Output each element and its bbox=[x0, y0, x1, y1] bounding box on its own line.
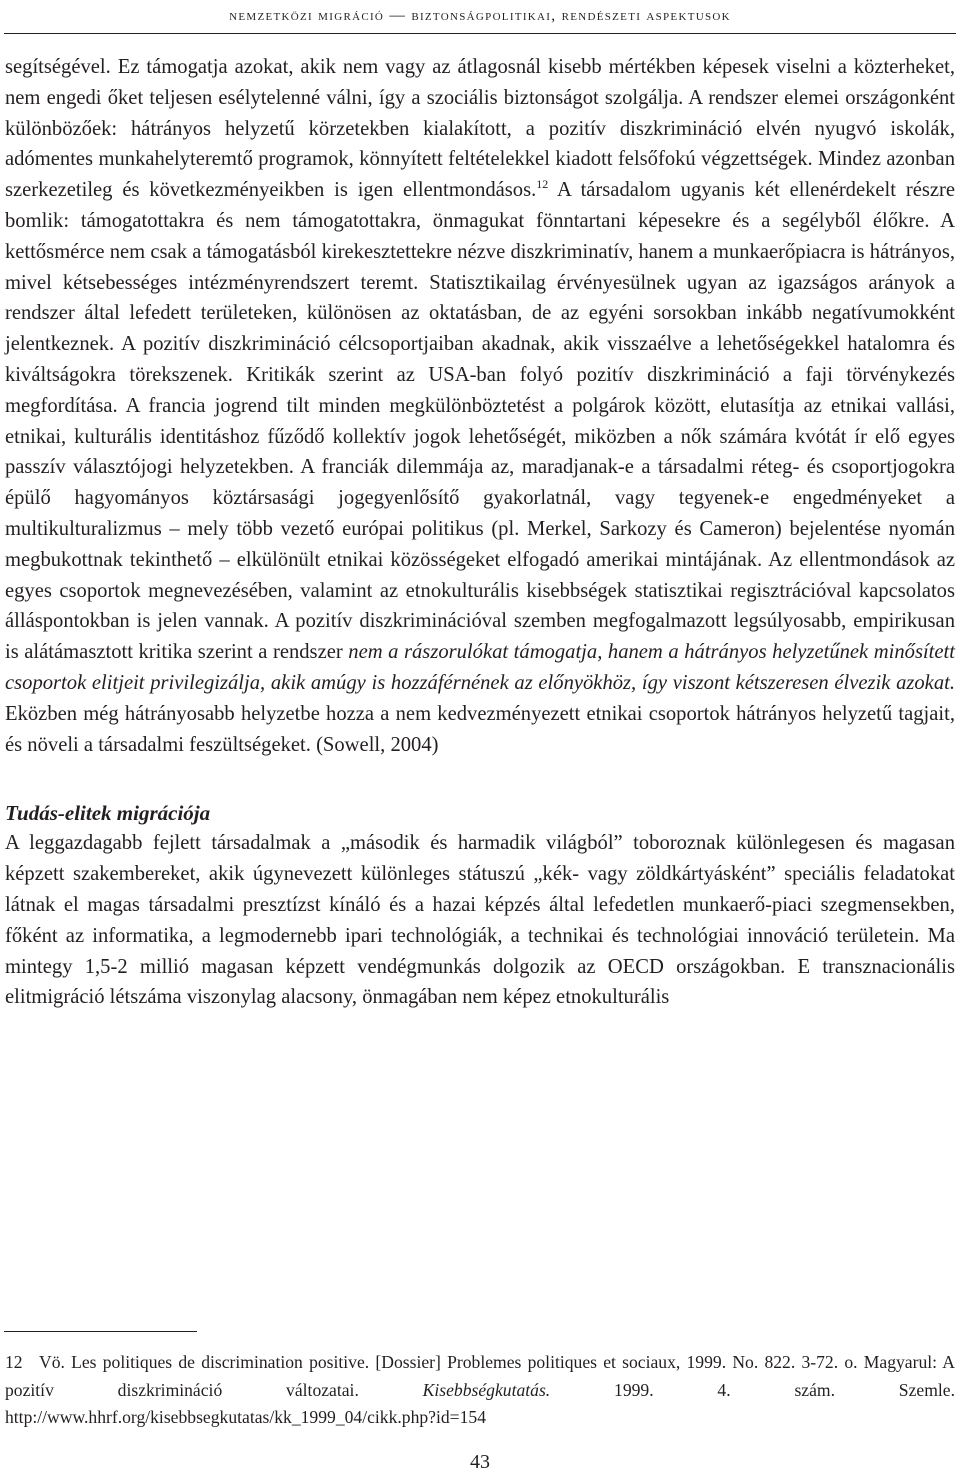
header-rule bbox=[4, 33, 956, 34]
page-number: 43 bbox=[470, 1451, 490, 1473]
footnote-text: Vö. Les politiques de discrimination positive. [Dossier] Problemes politiques et sociaux, 1999. No. 822. 3-72. o. Magyarul: A pozitív diszkrimináció változatai. bbox=[5, 1352, 955, 1400]
footnote-text: 1999. 4. szám. Szemle. http://www.hhrf.org/kisebbsegkutatas/kk_1999_04/cikk.php?id=154 bbox=[5, 1379, 955, 1427]
body-paragraph-2: A leggazdagabb fejlett társadalmak a „második és harmadik világból” toboroznak különlegesen és magasan képzett szakembereket, akik úgynevezett különleges státuszú „kék- vagy zöldkártyásként” speciális feladatokat látnak el magas társadalmi presztízst kínáló és a hazai képzés által lefedetlen munkaerő-piaci szegmensekben, főként az informatika, a legmodernebb ipari technológiák, a technikai és technológiai innováció területein. Ma mintegy 1,5-2 millió magasan képzett vendégmunkás dolgozik az OECD országokban. E transznacionális elitmigráció létszáma viszonylag alacsony, önmagában nem képez etnokulturális bbox=[5, 832, 955, 1009]
italic-quote: nem a rászorulókat támogatja, hanem a hátrányos helyzetűnek minősített csoportok elitjeit privilegizálja, akik amúgy is hozzáférnének az előnyökhöz, így viszont kétszeresen élvezik azokat. bbox=[5, 641, 955, 694]
paragraph-text: segítségével. Ez támogatja azokat, akik nem vagy az átlagosnál kisebb mértékben képesek viselni a közterheket, nem engedi őket teljesen esélytelenné válni, így a szociális biztonságot szolgálja. A rendszer elemei országonként különbözőek: hátrányos helyzetű körzetekben kialakított, a pozitív diszkrimináció elvén nyugvó iskolák, adómentes munkahelyteremtő programok, könnyített feltételekkel kiadott felsőfokú végzettségek. Mindez azonban szerkezetileg és következményeikben is igen ellentmondásos. bbox=[5, 56, 955, 202]
footnote-reference: 12 bbox=[536, 177, 549, 192]
body-paragraph-1 bbox=[5, 52, 955, 760]
footnote bbox=[5, 1349, 955, 1432]
paragraph-text: A társadalom ugyanis két ellenérdekelt részre bomlik: támogatottakra és nem támogatottakra, önmagukat fönntartani képesekre és a segélyből élőkre. A kettősmérce nem csak a támogatásból kirekesztettekre nézve diszkriminatív, hanem a munkaerőpiacra is hátrányos, mivel kétsebességes intézményrendszert teremt. Statisztikailag érvényesülnek ugyan az igazságos arányok a rendszer által lefedett területeken, különösen az oktatásban, de az egyéni sorsokban inkább negatívumokként jelentkeznek. A pozitív diszkrimináció célcsoportjaiban akadnak, akik visszaélve a lehetőségekkel hatalomra és kiváltságokra törekszenek. Kritikák szerint az USA-ban folyó pozitív diszkrimináció a faji törvénykezés megfordítása. A francia jogrend tilt minden megkülönböztetést a polgárok között, elutasítja az etnikai vallási, etnikai, kulturális identitáshoz fűződő kollektív jogok lehetőségét, miközben a nők számára kvótát ír elő egyes passzív választójogi helyzetekben. A franciák dilemmája az, maradjanak-e a társadalmi réteg- és csoportjogokra épülő hagyományos köztársasági jogegyenlősítő gyakorlatnál, vagy tegyenek-e engedményeket a multikulturalizmus – mely több vezető európai politikus (pl. Merkel, Sarkozy és Cameron) bejelentése nyomán megbukottnak tekinthető – elkülönült etnikai közösségeket elfogadó amerikai mintájának. Az ellentmondások az egyes csoportok megnevezésében, valamint az etnokulturális kisebbségek statisztikai regisztrációval kapcsolatos álláspontokban is jelen vannak. A pozitív diszkriminációval szemben megfogalmazott legsúlyosabb, empirikusan is alátámasztott kritika szerint a rendszer bbox=[5, 179, 955, 664]
footnote-journal: Kisebbségkutatás. bbox=[422, 1379, 551, 1400]
footnote-rule bbox=[4, 1331, 197, 1332]
running-title: nemzetközi migráció — biztonságpolitikai, rendészeti aspektusok bbox=[229, 7, 731, 24]
paragraph-text: Eközben még hátrányosabb helyzetbe hozza a nem kedvezményezett etnikai csoportok hátrányos helyzetű tagjait, és növeli a társadalmi feszültségeket. (Sowell, 2004) bbox=[5, 702, 955, 756]
page-body bbox=[5, 52, 955, 1013]
footnote-number: 12 bbox=[5, 1352, 23, 1372]
running-header bbox=[0, 0, 960, 46]
section-heading: Tudás-elitek migrációja bbox=[5, 801, 211, 826]
